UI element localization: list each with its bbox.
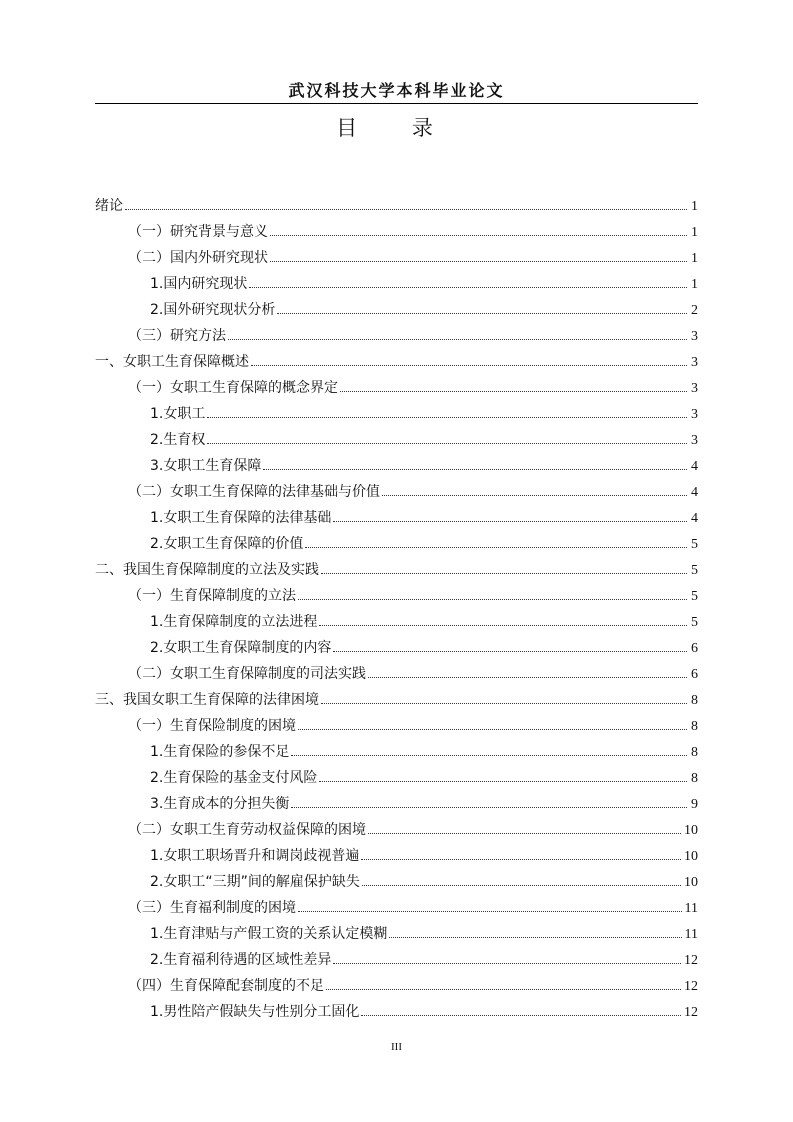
toc-entry-label: 2.女职工生育保障制度的内容 [150, 640, 332, 656]
header-divider [95, 103, 698, 104]
dot-leader [249, 287, 687, 288]
toc-entry-label: 2.生育权 [150, 432, 206, 448]
toc-entry-label: 1.女职工职场晋升和调岗歧视普遍 [150, 848, 360, 864]
toc-entry-page: 6 [691, 667, 698, 682]
dot-leader [270, 261, 687, 262]
toc-entry-label: （一）女职工生育保障的概念界定 [128, 380, 338, 396]
toc-entry[interactable] [95, 189, 698, 215]
toc-entry-page: 12 [684, 979, 698, 994]
toc-entry[interactable] [95, 293, 698, 319]
toc-entry[interactable] [95, 787, 698, 813]
dot-leader [298, 729, 687, 730]
toc-entry-page: 10 [684, 875, 698, 890]
dot-leader [263, 469, 687, 470]
toc-entry-page: 3 [691, 407, 698, 422]
toc-entry[interactable] [95, 553, 698, 579]
toc-entry[interactable] [95, 371, 698, 397]
toc-entry-label: 二、我国生育保障制度的立法及实践 [95, 562, 319, 578]
dot-leader [305, 547, 687, 548]
dot-leader [321, 573, 687, 574]
dot-leader [298, 599, 687, 600]
dot-leader [368, 677, 687, 678]
toc-entry-label: 2.女职工“三期”间的解雇保护缺失 [150, 874, 360, 890]
toc-entry-page: 8 [691, 771, 698, 786]
dot-leader [319, 625, 687, 626]
toc-entry-label: 1.国内研究现状 [150, 276, 248, 292]
dot-leader [298, 911, 682, 912]
toc-entry-label: （三）生育福利制度的困境 [128, 900, 296, 916]
dot-leader [277, 313, 687, 314]
dot-leader [361, 1015, 681, 1016]
toc-entry-label: （二）女职工生育劳动权益保障的困境 [128, 822, 366, 838]
dot-leader [362, 885, 681, 886]
toc-title: 目 录 [336, 116, 457, 140]
toc-entry-page: 10 [684, 849, 698, 864]
toc-entry-label: 2.生育保险的基金支付风险 [150, 770, 318, 786]
toc-entry-label: 1.生育保障制度的立法进程 [150, 614, 318, 630]
dot-leader [270, 235, 687, 236]
toc-entry-label: （一）生育保险制度的困境 [128, 718, 296, 734]
toc-entry-page: 12 [684, 1005, 698, 1020]
toc-entry[interactable] [95, 683, 698, 709]
document-header-title: 武汉科技大学本科毕业论文 [288, 81, 505, 100]
toc-entry[interactable] [95, 761, 698, 787]
toc-entry[interactable] [95, 267, 698, 293]
toc-entry-label: 绪论 [95, 198, 123, 214]
toc-entry-label: （一）生育保障制度的立法 [128, 588, 296, 604]
toc-entry-label: 一、女职工生育保障概述 [95, 354, 249, 370]
toc-entry[interactable] [95, 215, 698, 241]
toc-entry[interactable] [95, 527, 698, 553]
toc-entry-page: 10 [684, 823, 698, 838]
toc-entry[interactable] [95, 735, 698, 761]
dot-leader [291, 807, 687, 808]
toc-entry[interactable] [95, 943, 698, 969]
toc-entry[interactable] [95, 579, 698, 605]
toc-entry-page: 8 [691, 693, 698, 708]
dot-leader [319, 781, 687, 782]
toc-entry-label: 3.生育成本的分担失衡 [150, 796, 290, 812]
dot-leader [333, 963, 681, 964]
dot-leader [382, 495, 687, 496]
dot-leader [326, 989, 681, 990]
dot-leader [207, 443, 687, 444]
toc-entry-page: 5 [691, 563, 698, 578]
toc-entry-label: 1.女职工 [150, 406, 206, 422]
dot-leader [291, 755, 687, 756]
toc-entry-page: 5 [691, 537, 698, 552]
toc-entry[interactable] [95, 449, 698, 475]
toc-entry[interactable] [95, 917, 698, 943]
toc-entry-label: 3.女职工生育保障 [150, 458, 262, 474]
toc-entry-page: 3 [691, 355, 698, 370]
dot-leader [368, 833, 681, 834]
toc-entry-page: 3 [691, 381, 698, 396]
toc-entry-label: 2.国外研究现状分析 [150, 302, 276, 318]
toc-entry[interactable] [95, 475, 698, 501]
toc-entry-page: 3 [691, 433, 698, 448]
toc-entry[interactable] [95, 657, 698, 683]
toc-entry-page: 9 [691, 797, 698, 812]
dot-leader [251, 365, 687, 366]
toc-entry[interactable] [95, 631, 698, 657]
toc-entry-page: 5 [691, 615, 698, 630]
toc-entry-page: 12 [684, 953, 698, 968]
table-of-contents [95, 189, 698, 1021]
dot-leader [333, 651, 687, 652]
toc-entry-page: 6 [691, 641, 698, 656]
toc-entry-label: 1.女职工生育保障的法律基础 [150, 510, 332, 526]
toc-entry-page: 8 [691, 719, 698, 734]
toc-entry-page: 11 [684, 927, 698, 942]
toc-entry-page: 4 [691, 485, 698, 500]
toc-entry[interactable] [95, 423, 698, 449]
toc-entry[interactable] [95, 345, 698, 371]
toc-entry[interactable] [95, 709, 698, 735]
dot-leader [333, 521, 687, 522]
toc-entry-label: 1.生育保险的参保不足 [150, 744, 290, 760]
toc-entry-page: 1 [691, 225, 698, 240]
toc-entry-label: （二）国内外研究现状 [128, 250, 268, 266]
dot-leader [125, 209, 687, 210]
toc-entry-page: 4 [691, 511, 698, 526]
toc-entry-label: 1.男性陪产假缺失与性别分工固化 [150, 1004, 360, 1020]
toc-entry-page: 11 [684, 901, 698, 916]
toc-entry-page: 2 [691, 303, 698, 318]
dot-leader [321, 703, 687, 704]
toc-entry-label: 1.生育津贴与产假工资的关系认定模糊 [150, 926, 388, 942]
toc-entry[interactable] [95, 397, 698, 423]
toc-entry[interactable] [95, 501, 698, 527]
toc-entry[interactable] [95, 241, 698, 267]
toc-entry[interactable] [95, 865, 698, 891]
toc-entry-page: 1 [691, 277, 698, 292]
toc-entry-label: 三、我国女职工生育保障的法律困境 [95, 692, 319, 708]
toc-entry-label: 2.生育福利待遇的区域性差异 [150, 952, 332, 968]
toc-entry-label: （四）生育保障配套制度的不足 [128, 978, 324, 994]
toc-entry[interactable] [95, 813, 698, 839]
toc-entry[interactable] [95, 839, 698, 865]
toc-entry-label: （三）研究方法 [128, 328, 226, 344]
toc-entry-label: 2.女职工生育保障的价值 [150, 536, 304, 552]
dot-leader [361, 859, 681, 860]
toc-entry-label: （一）研究背景与意义 [128, 224, 268, 240]
toc-entry[interactable] [95, 995, 698, 1021]
dot-leader [207, 417, 687, 418]
toc-entry-page: 4 [691, 459, 698, 474]
toc-entry[interactable] [95, 891, 698, 917]
toc-entry-page: 8 [691, 745, 698, 760]
toc-entry-page: 1 [691, 199, 698, 214]
dot-leader [228, 339, 687, 340]
toc-entry-label: （二）女职工生育保障的法律基础与价值 [128, 484, 380, 500]
toc-entry-page: 3 [691, 329, 698, 344]
toc-entry[interactable] [95, 605, 698, 631]
toc-entry-page: 5 [691, 589, 698, 604]
toc-entry[interactable] [95, 969, 698, 995]
dot-leader [389, 937, 681, 938]
page-number: III [391, 1041, 402, 1053]
toc-entry[interactable] [95, 319, 698, 345]
dot-leader [340, 391, 687, 392]
toc-entry-label: （二）女职工生育保障制度的司法实践 [128, 666, 366, 682]
toc-entry-page: 1 [691, 251, 698, 266]
